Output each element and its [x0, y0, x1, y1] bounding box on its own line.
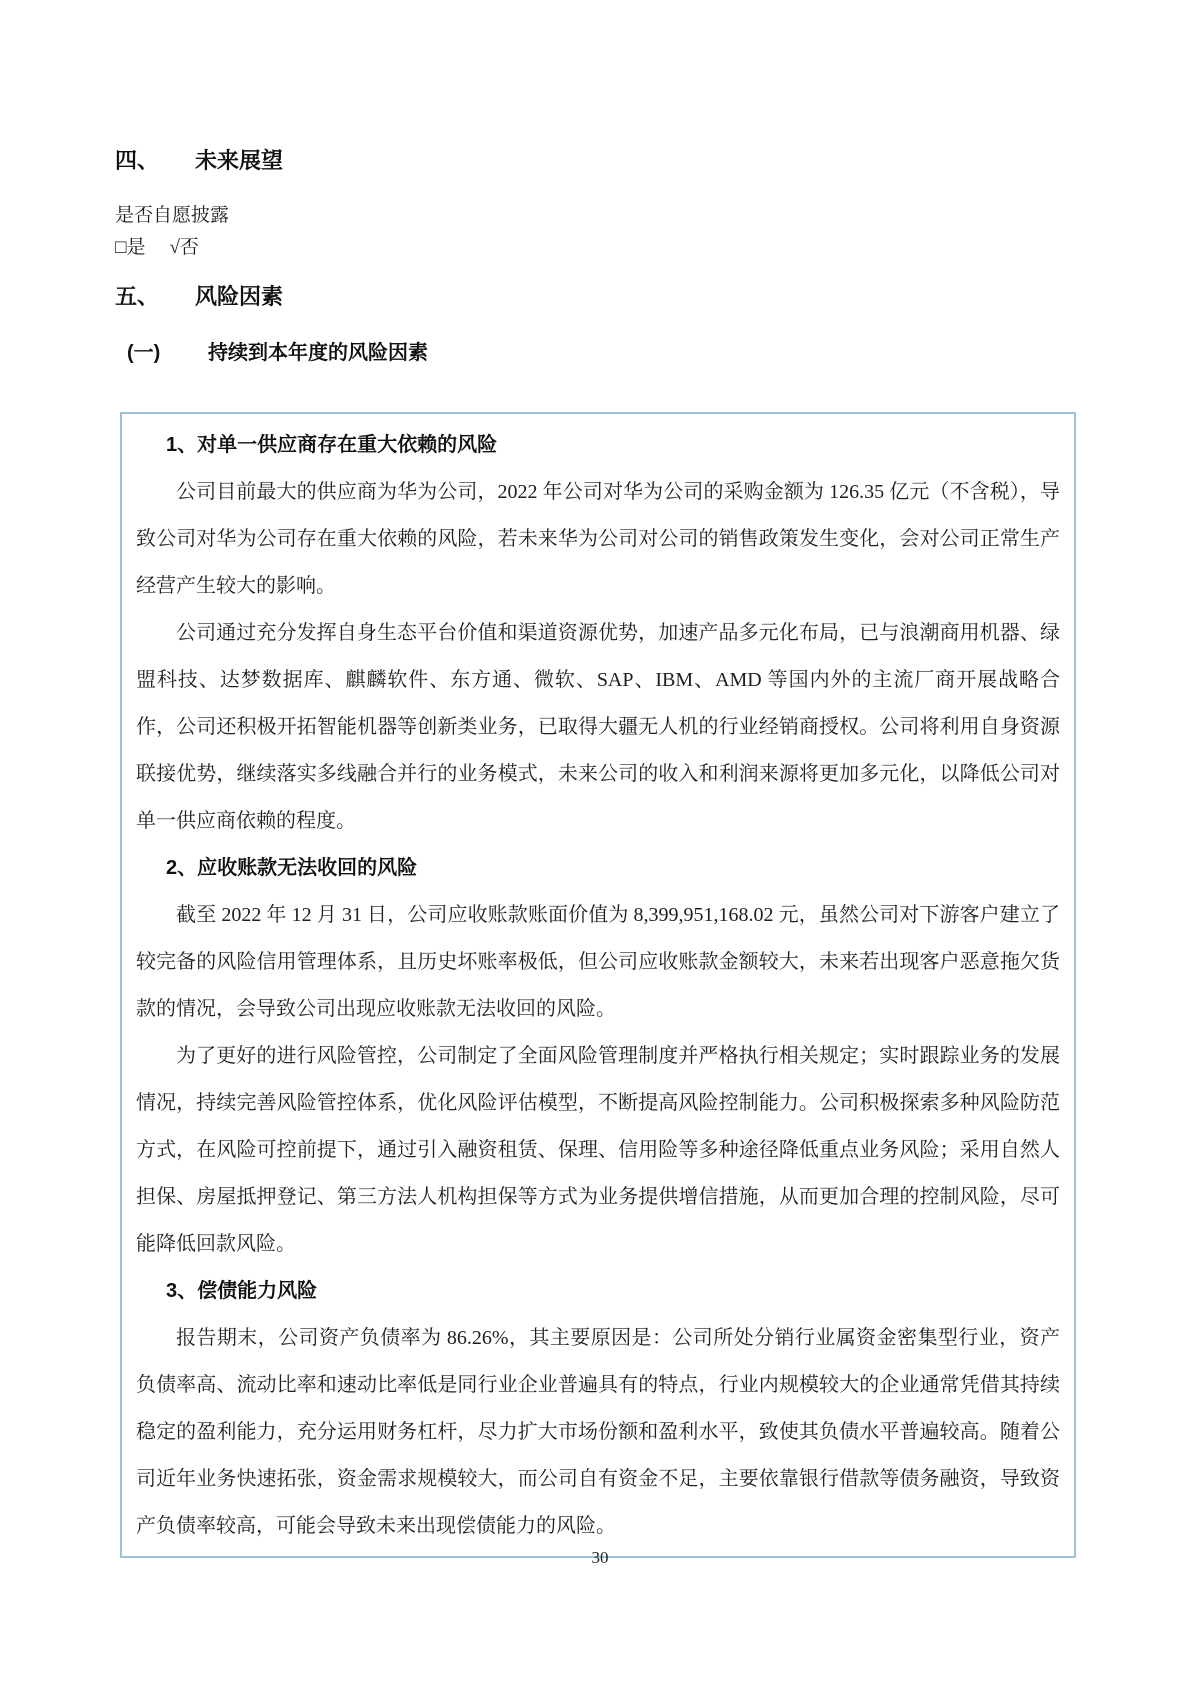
risk-item-3-heading: 3、偿债能力风险 [166, 1280, 318, 1302]
section-title: 未来展望 [195, 148, 284, 173]
disclosure-options [115, 232, 1082, 264]
section-number: 五、 [115, 284, 160, 309]
risk-item-1-paragraph-2: 公司通过充分发挥自身生态平台价值和渠道资源优势，加速产品多元化布局，已与浪潮商用机器、绿盟科技、达梦数据库、麒麟软件、东方通、微软、SAP、IBM、AMD 等国内外的主流厂商开展战略合作，公司还积极开拓智能机器等创新类业务，已取得大疆无人机的行业经销商授权。公司将利用自身资源联接优势，继续落实多线融合并行的业务模式，未来公司的收入和利润来源将更加多元化，以降低公司对单一供应商依赖的程度。 [136, 622, 1060, 832]
subsection-title: 持续到本年度的风险因素 [208, 342, 428, 364]
section-heading-risk-factors [115, 282, 1082, 312]
section-heading-future-outlook [115, 146, 1082, 176]
risk-item-3-paragraph-1: 报告期末，公司资产负债率为 86.26%，其主要原因是：公司所处分销行业属资金密集型行业，资产负债率高、流动比率和速动比率低是同行业企业普遍具有的特点，行业内规模较大的企业通常凭借其持续稳定的盈利能力，充分运用财务杠杆，尽力扩大市场份额和盈利水平，致使其负债水平普遍较高。随着公司近年业务快速拓张，资金需求规模较大，而公司自有资金不足，主要依靠银行借款等债务融资，导致资产负债率较高，可能会导致未来出现偿债能力的风险。 [136, 1327, 1060, 1537]
risk-item-2-paragraph-1: 截至 2022 年 12 月 31 日，公司应收账款账面价值为 8,399,951,168.02 元，虽然公司对下游客户建立了较完备的风险信用管理体系，且历史坏账率极低，但公司应收账款金额较大，未来若出现客户恶意拖欠货款的情况，会导致公司出现应收账款无法收回的风险。 [136, 904, 1060, 1020]
section-title: 风险因素 [195, 284, 284, 309]
risk-item-1-heading: 1、对单一供应商存在重大依赖的风险 [166, 434, 498, 456]
checkbox-option-yes: □是 [115, 237, 146, 258]
risk-item-2-paragraph-2: 为了更好的进行风险管控，公司制定了全面风险管理制度并严格执行相关规定；实时跟踪业务的发展情况，持续完善风险管控体系，优化风险评估模型，不断提高风险控制能力。公司积极探索多种风险防范方式，在风险可控前提下，通过引入融资租赁、保理、信用险等多种途径降低重点业务风险；采用自然人担保、房屋抵押登记、第三方法人机构担保等方式为业务提供增信措施，从而更加合理的控制风险，尽可能降低回款风险。 [136, 1045, 1060, 1255]
risk-factors-box [120, 412, 1076, 1558]
section-number: 四、 [115, 148, 160, 173]
disclosure-question: 是否自愿披露 [115, 205, 230, 226]
subsection-heading-continuing-risks [127, 339, 1082, 367]
risk-item-1-paragraph-1: 公司目前最大的供应商为华为公司，2022 年公司对华为公司的采购金额为 126.35 亿元（不含税），导致公司对华为公司存在重大依赖的风险，若未来华为公司对公司的销售政策发生变化，会对公司正常生产经营产生较大的影响。 [136, 481, 1060, 597]
subsection-number: (一) [127, 342, 161, 364]
page-number: 30 [591, 1548, 609, 1567]
checkbox-option-no: √否 [169, 237, 199, 258]
risk-item-2-heading: 2、应收账款无法收回的风险 [166, 857, 418, 879]
